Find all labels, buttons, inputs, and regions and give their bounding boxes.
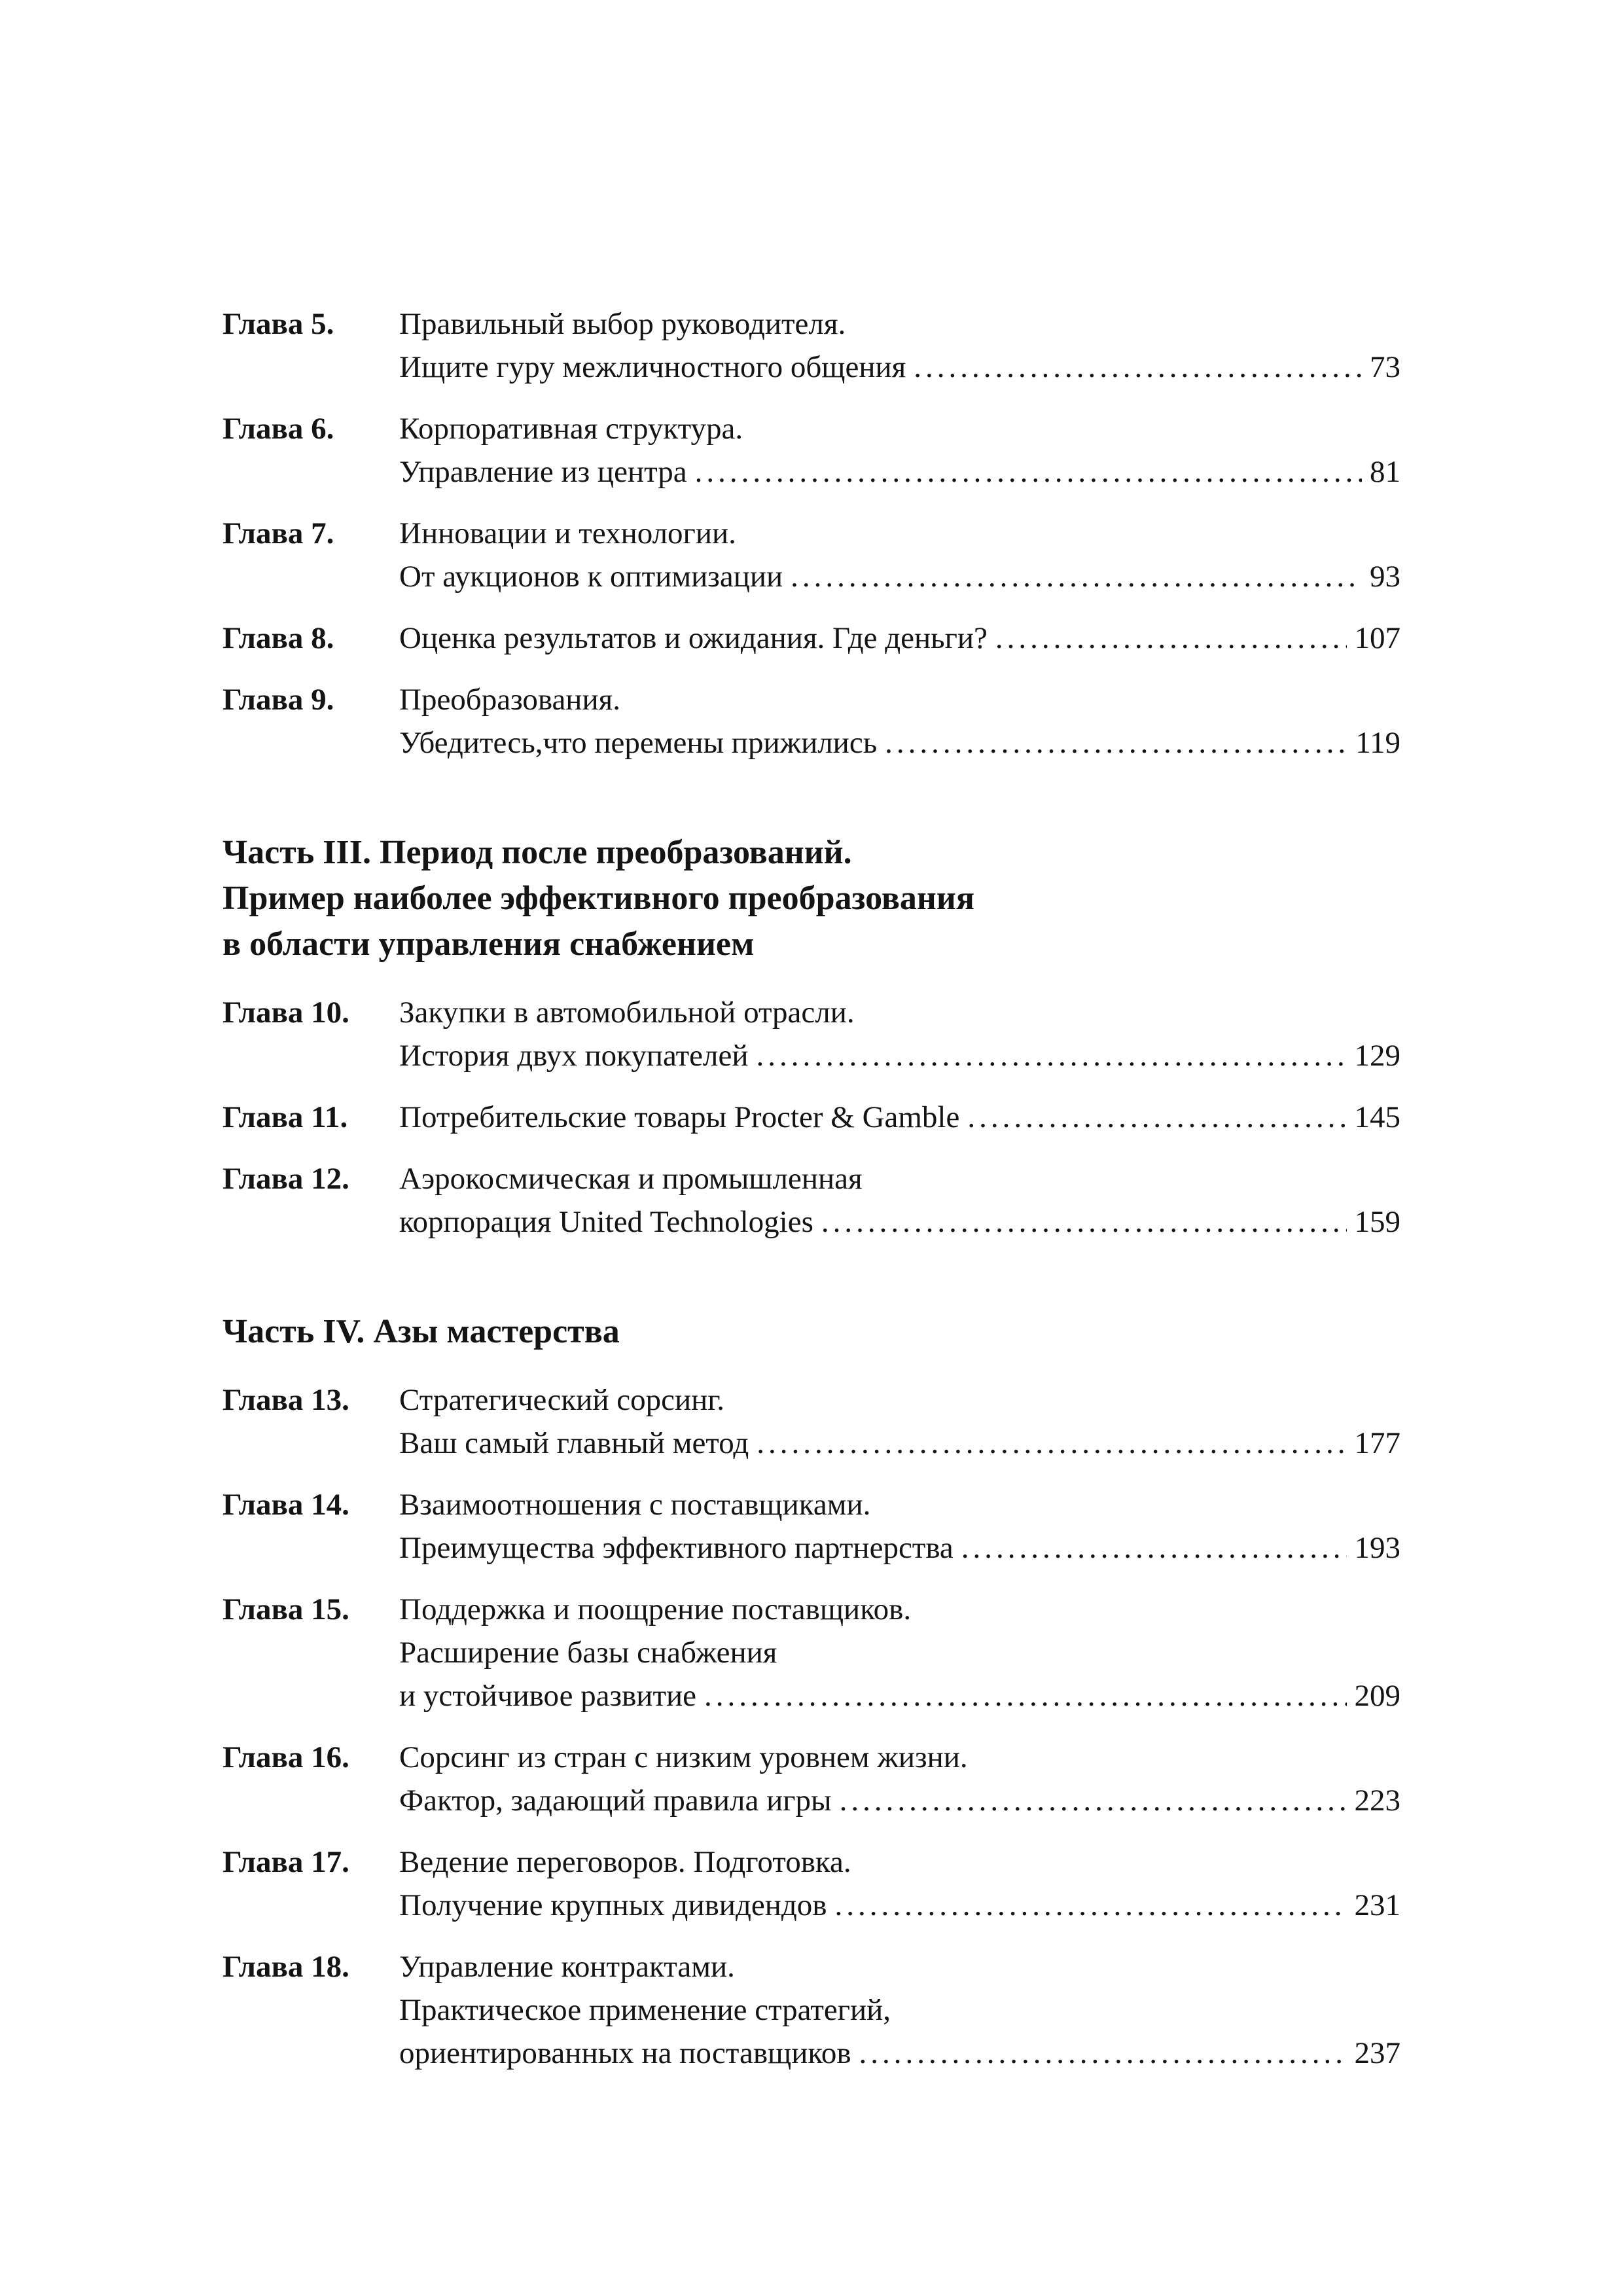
chapter-title-line: Потребительские товары Procter & Gamble [399,1100,960,1134]
chapter-title-line: Оценка результатов и ожидания. Где деньги? [399,621,988,655]
toc-entry-chapter-12[interactable] [223,1157,1400,1244]
chapter-body [399,1096,1400,1139]
chapter-title-line: Ведение переговоров. Подготовка. [399,1845,851,1879]
chapter-body [399,678,1400,764]
toc-entry-chapter-14[interactable] [223,1483,1400,1570]
toc-entry-chapter-5[interactable] [223,302,1400,389]
chapter-title-line: Практическое применение стратегий, [399,1993,891,2027]
page-number: 209 [1354,1679,1400,1713]
chapter-label: Глава 5. [223,307,334,341]
chapter-title-line: Корпоративная структура. [399,412,743,446]
chapter-body [399,512,1400,598]
chapter-body [399,1483,1400,1570]
chapter-body [399,1588,1400,1717]
dot-leader [859,2032,1347,2075]
dot-leader [821,1200,1347,1244]
chapter-label: Глава 11. [223,1100,348,1134]
toc-entry-chapter-11[interactable] [223,1096,1400,1139]
chapter-title-line: Инновации и технологии. [399,516,736,550]
chapter-body [399,991,1400,1077]
chapter-title-line: Преобразования. [399,683,620,717]
chapter-title-line: Фактор, задающий правила игры [399,1784,832,1818]
chapter-label: Глава 7. [223,516,334,550]
page-number: 193 [1354,1531,1400,1565]
chapter-last-line [399,1779,1400,1822]
page-number: 73 [1370,350,1400,384]
dot-leader [840,1779,1347,1822]
chapter-body [399,1945,1400,2075]
chapter-title-line: Получение крупных дивидендов [399,1888,827,1922]
page-number: 159 [1354,1205,1400,1239]
chapter-title-line: Управление контрактами. [399,1950,735,1984]
part-heading-4 [223,1309,1400,1355]
chapter-body [399,1736,1400,1822]
chapter-title-line: Аэрокосмическая и промышленная [399,1162,863,1196]
dot-leader [967,1096,1346,1139]
chapter-title-line: История двух покупателей [399,1039,749,1073]
chapter-title-line: Стратегический сорсинг. [399,1383,724,1417]
toc-entry-chapter-10[interactable] [223,991,1400,1077]
chapter-last-line [399,1034,1400,1077]
chapter-label: Глава 8. [223,621,334,655]
part-title-line: Часть III. Период после преобразований. [223,834,852,871]
chapter-last-line [399,450,1400,493]
page-number: 107 [1354,621,1400,655]
chapter-body [399,407,1400,493]
toc-entry-chapter-18[interactable] [223,1945,1400,2075]
chapter-last-line [399,1096,1400,1139]
chapter-body [399,1378,1400,1465]
chapter-body [399,1157,1400,1244]
chapter-last-line [399,1526,1400,1570]
toc-entry-chapter-9[interactable] [223,678,1400,764]
page-number: 119 [1355,726,1400,760]
chapter-label: Глава 15. [223,1592,349,1626]
chapter-title-line: От аукционов к оптимизации [399,560,783,594]
page-number: 177 [1354,1426,1400,1460]
chapter-title-line: Убедитесь,что перемены прижились [399,726,878,760]
dot-leader [834,1884,1346,1927]
dot-leader [695,450,1362,493]
dot-leader [704,1674,1346,1717]
toc-entry-chapter-15[interactable] [223,1588,1400,1717]
chapter-body [399,617,1400,660]
chapter-label: Глава 16. [223,1740,349,1774]
dot-leader [914,346,1362,389]
page-number: 129 [1354,1039,1400,1073]
chapter-title-line: Ищите гуру межличностного общения [399,350,906,384]
chapter-label: Глава 18. [223,1950,349,1984]
part-heading-3 [223,830,1400,967]
chapter-title-line: Ваш самый главный метод [399,1426,749,1460]
page-number: 237 [1354,2036,1400,2070]
toc-entry-chapter-13[interactable] [223,1378,1400,1465]
chapter-last-line [399,617,1400,660]
page-number: 145 [1354,1100,1400,1134]
chapter-title-line: Преимущества эффективного партнерства [399,1531,954,1565]
chapter-title-line: Взаимоотношения с поставщиками. [399,1488,871,1522]
chapter-title-line: Закупки в автомобильной отрасли. [399,996,855,1030]
page-number: 223 [1354,1784,1400,1818]
chapter-last-line [399,346,1400,389]
dot-leader [885,721,1347,764]
chapter-label: Глава 17. [223,1845,349,1879]
chapter-title-line: Поддержка и поощрение поставщиков. [399,1592,912,1626]
dot-leader [757,1422,1346,1465]
dot-leader [995,617,1347,660]
dot-leader [791,555,1362,598]
table-of-contents [223,302,1400,2075]
page-number: 93 [1370,560,1400,594]
chapter-title-line: Сорсинг из стран с низким уровнем жизни. [399,1740,968,1774]
chapter-body [399,1840,1400,1927]
chapter-title-line: Правильный выбор руководителя. [399,307,846,341]
chapter-label: Глава 13. [223,1383,349,1417]
chapter-title-line: и устойчивое развитие [399,1679,697,1713]
chapter-title-line: ориентированных на поставщиков [399,2036,851,2070]
toc-entry-chapter-6[interactable] [223,407,1400,493]
chapter-label: Глава 6. [223,412,334,446]
chapter-last-line [399,1674,1400,1717]
page-number: 231 [1354,1888,1400,1922]
chapter-label: Глава 10. [223,996,349,1030]
chapter-last-line [399,1884,1400,1927]
toc-entry-chapter-7[interactable] [223,512,1400,598]
page-number: 81 [1370,455,1400,489]
part-title-line: Пример наиболее эффективного преобразования [223,880,974,917]
chapter-title-line: корпорация United Technologies [399,1205,813,1239]
chapter-last-line [399,555,1400,598]
chapter-title-line: Управление из центра [399,455,687,489]
dot-leader [961,1526,1347,1570]
chapter-last-line [399,1422,1400,1465]
part-title-line: в области управления снабжением [223,925,755,963]
chapter-label: Глава 9. [223,683,334,717]
chapter-label: Глава 14. [223,1488,349,1522]
toc-entry-chapter-17[interactable] [223,1840,1400,1927]
toc-entry-chapter-8[interactable] [223,617,1400,660]
chapter-last-line [399,721,1400,764]
chapter-last-line [399,2032,1400,2075]
chapter-title-line: Расширение базы снабжения [399,1636,777,1670]
chapter-last-line [399,1200,1400,1244]
toc-entry-chapter-16[interactable] [223,1736,1400,1822]
dot-leader [756,1034,1346,1077]
part-title-line: Часть IV. Азы мастерства [223,1313,620,1350]
chapter-label: Глава 12. [223,1162,349,1196]
chapter-body [399,302,1400,389]
